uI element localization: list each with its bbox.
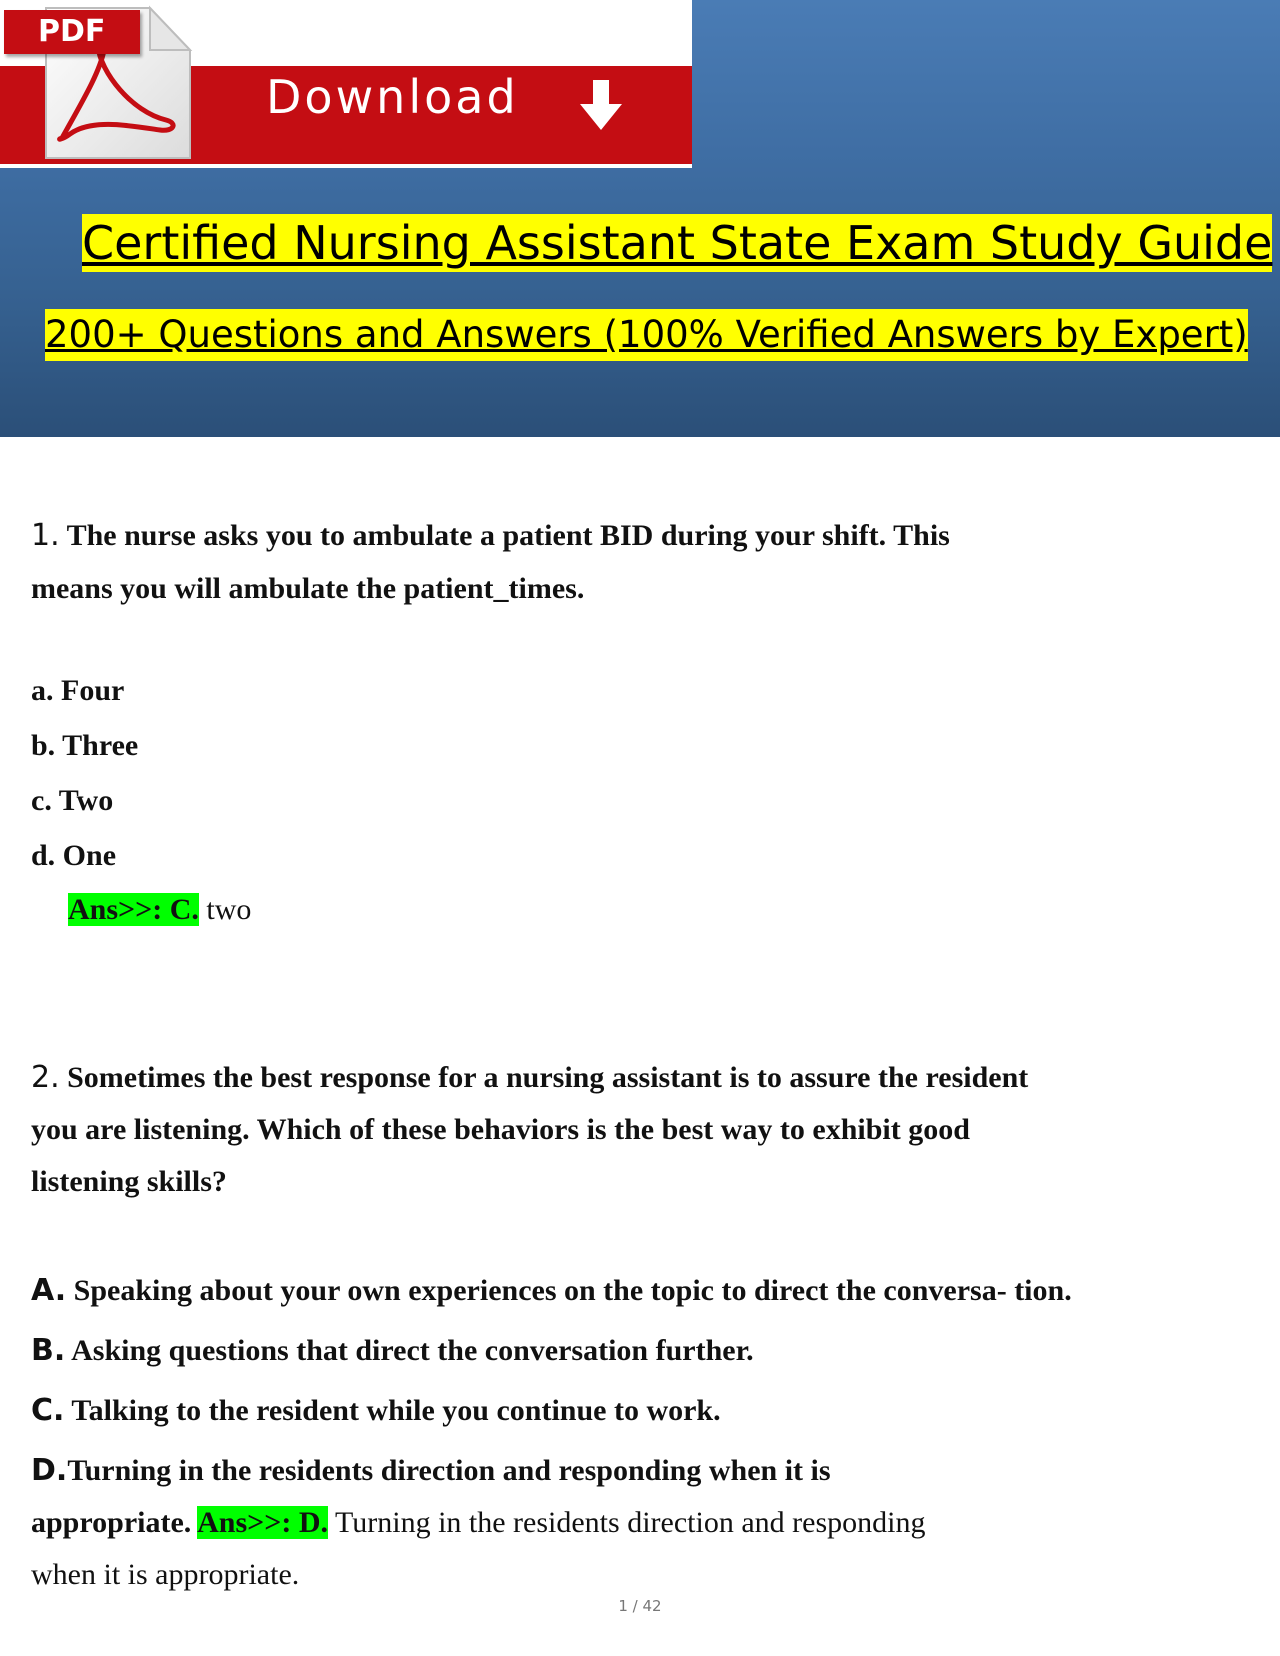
option-c bbox=[31, 1393, 721, 1428]
document-title: Certified Nursing Assistant State Exam Study Guide bbox=[82, 216, 1273, 270]
document-subtitle: 200+ Questions and Answers (100% Verified Answers by Expert) bbox=[45, 309, 1248, 361]
download-label[interactable]: Download bbox=[266, 70, 519, 124]
answer-label: Ans>>: C. bbox=[68, 893, 199, 926]
question-text: Sometimes the best response for a nursing assistant is to assure the resident bbox=[67, 1061, 1029, 1094]
option-d-continuation: appropriate. bbox=[31, 1506, 198, 1539]
answer-text: two bbox=[198, 893, 252, 926]
question-text: The nurse asks you to ambulate a patient BID during your shift. This bbox=[66, 519, 950, 552]
question-number: 1. bbox=[31, 518, 60, 553]
option-letter: B. bbox=[31, 1333, 66, 1368]
question-1-line-2: means you will ambulate the patient_times. bbox=[31, 572, 585, 605]
question-2-line-3: listening skills? bbox=[31, 1165, 227, 1198]
option-text: Speaking about your own experiences on the topic to direct the conversa- tion. bbox=[66, 1274, 1072, 1307]
option-a bbox=[31, 1273, 1072, 1308]
answer-label: Ans>>: D. bbox=[197, 1506, 329, 1539]
option-text: Asking questions that direct the conversation further. bbox=[65, 1334, 754, 1367]
option-b: b. Three bbox=[31, 729, 139, 762]
question-1-line-1 bbox=[31, 518, 950, 553]
option-c: c. Two bbox=[31, 784, 114, 817]
option-text: Turning in the residents direction and responding when it is bbox=[67, 1454, 831, 1487]
question-2-line-2: you are listening. Which of these behaviors is the best way to exhibit good bbox=[31, 1113, 970, 1146]
download-arrow-icon[interactable] bbox=[580, 80, 622, 132]
page-indicator: 1 / 42 bbox=[618, 1597, 662, 1615]
option-b bbox=[31, 1333, 754, 1368]
answer-2-continuation: when it is appropriate. bbox=[31, 1558, 300, 1591]
answer-1 bbox=[68, 893, 251, 927]
option-letter: C. bbox=[31, 1393, 65, 1428]
question-2-line-1 bbox=[31, 1060, 1028, 1095]
answer-2 bbox=[31, 1506, 925, 1540]
option-letter: A. bbox=[31, 1273, 67, 1308]
question-number: 2. bbox=[31, 1060, 60, 1095]
option-letter: D. bbox=[31, 1453, 68, 1488]
option-d bbox=[31, 1453, 831, 1488]
option-d: d. One bbox=[31, 839, 117, 872]
option-text: Talking to the resident while you continue to work. bbox=[64, 1394, 721, 1427]
download-bar-edge bbox=[0, 164, 692, 168]
answer-text: Turning in the residents direction and responding bbox=[328, 1506, 926, 1539]
option-a: a. Four bbox=[31, 674, 125, 707]
pdf-label-tag: PDF bbox=[4, 10, 140, 54]
